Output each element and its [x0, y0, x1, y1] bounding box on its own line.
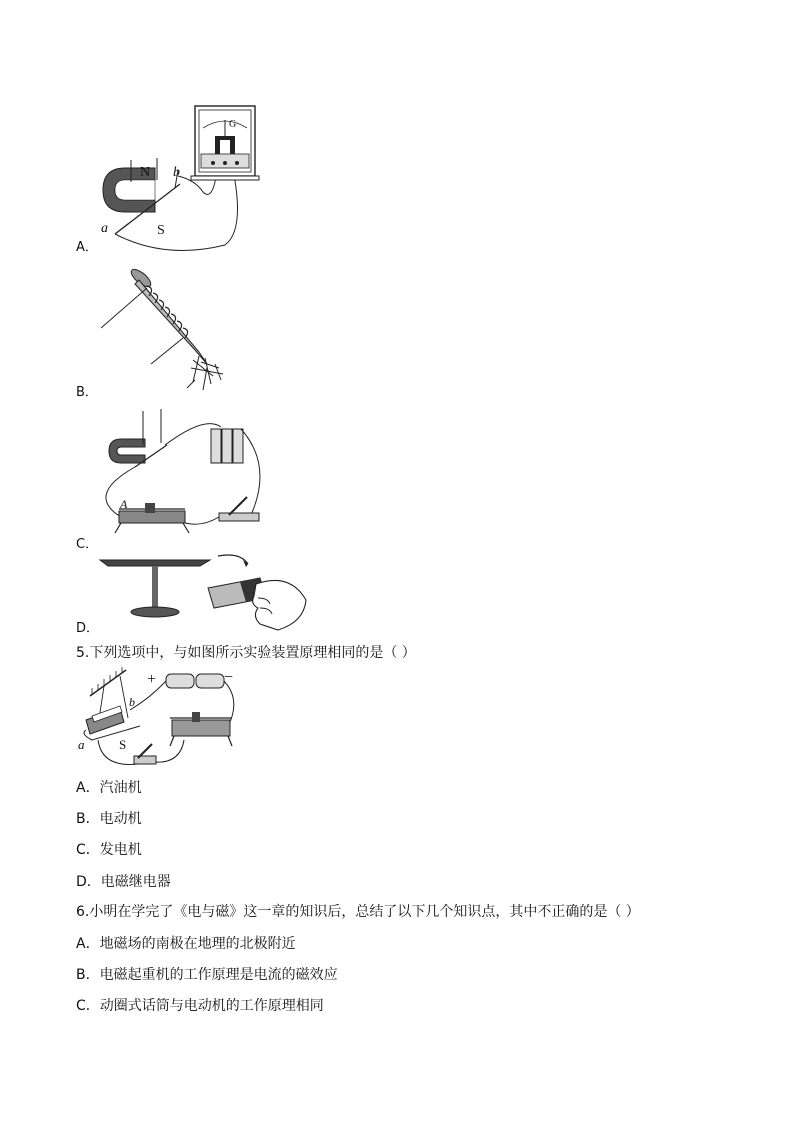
figure-a-magnet-galvanometer — [95, 100, 275, 250]
q5-option-d: D．电磁继电器 — [76, 874, 171, 890]
q5-option-c: C．发电机 — [76, 842, 142, 858]
figure-b-electromagnet — [95, 268, 245, 398]
figure-c-option-label: C． — [76, 537, 99, 552]
figure-a-option-label: A． — [76, 240, 98, 255]
figure-a-label-s: S — [157, 223, 165, 238]
q5-figure-label-plus: + — [147, 671, 157, 688]
figure-a-label-n: N — [140, 165, 151, 180]
q5-option-a: A．汽油机 — [76, 780, 142, 796]
q6-option-c: C．动圈式话筒与电动机的工作原理相同 — [76, 998, 324, 1014]
figure-c-circuit — [95, 405, 280, 543]
figure-b-option-label: B． — [76, 385, 98, 400]
q5-figure-label-a: a — [78, 737, 85, 752]
q5-figure-label-b: b — [129, 695, 135, 709]
q5-figure-label-s: S — [119, 737, 127, 752]
q6-option-b: B．电磁起重机的工作原理是电流的磁效应 — [76, 967, 338, 983]
figure-c-label-a: A — [120, 497, 128, 511]
figure-a-label-a: a — [101, 221, 108, 236]
q5-figure-apparatus — [80, 668, 245, 770]
q5-figure-label-minus: − — [224, 669, 234, 686]
q6-stem: 6.小明在学完了《电与磁》这一章的知识后，总结了以下几个知识点，其中不正确的是（ ） — [76, 904, 640, 920]
figure-a-label-b: b — [173, 165, 180, 180]
q5-option-b: B．电动机 — [76, 811, 142, 827]
q5-stem: 5.下列选项中，与如图所示实验装置原理相同的是（ ） — [76, 645, 416, 661]
figure-a-label-g: G — [229, 119, 237, 130]
figure-d-option-label: D． — [76, 621, 100, 636]
figure-d-magnet-hand — [100, 550, 310, 632]
q6-option-a: A．地磁场的南极在地理的北极附近 — [76, 936, 296, 952]
